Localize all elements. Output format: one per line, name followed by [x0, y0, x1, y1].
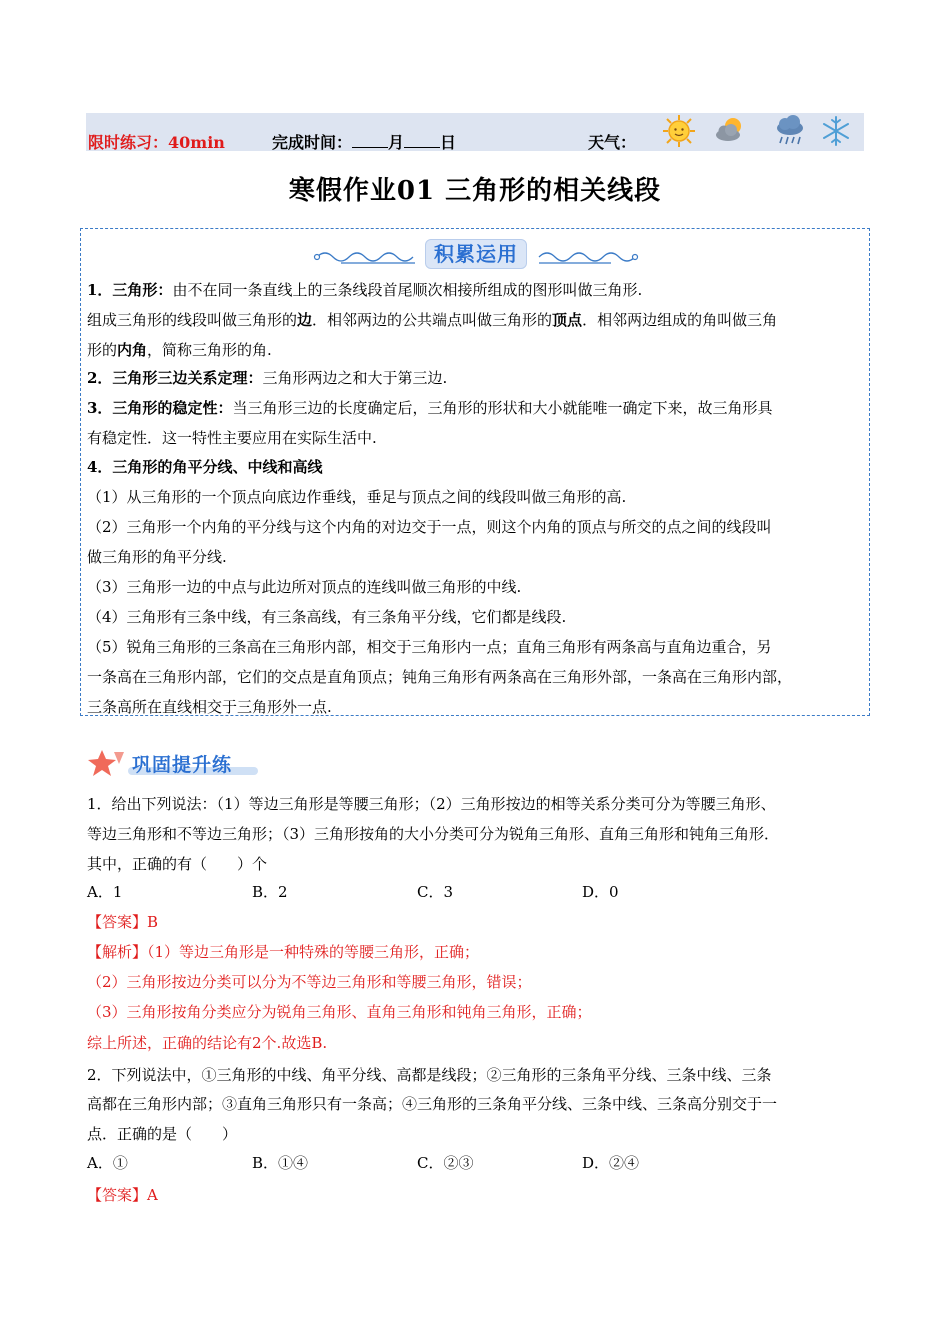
- q2-option-d[interactable]: D．②④: [582, 1154, 640, 1172]
- q1-option-c[interactable]: C．3: [417, 883, 454, 901]
- document-title: 寒假作业01 三角形的相关线段: [288, 176, 662, 206]
- partly-cloudy-icon[interactable]: [712, 113, 748, 149]
- q1-line-2: 等边三角形和不等边三角形；（3）三角形按角的大小分类可分为锐角三角形、直角三角形和钝角三角形．: [87, 825, 780, 843]
- kn-term: 3．三角形的稳定性：: [87, 399, 233, 417]
- knowledge-banner-label: 积累运用: [425, 239, 527, 269]
- q1-option-b[interactable]: B．2: [252, 883, 288, 901]
- section-heading: [88, 748, 288, 778]
- kn-text: 形的: [87, 341, 118, 359]
- q1-analysis-4: 综上所述，正确的结论有2个.故选B.: [87, 1034, 328, 1052]
- weather-label: 天气：: [588, 133, 637, 152]
- completion-label: 完成时间：: [272, 133, 353, 152]
- sun-icon[interactable]: [661, 113, 697, 149]
- kn-line-3: [87, 340, 272, 360]
- kn-line-13: （5）锐角三角形的三条高在三角形内部，相交于三角形内一点；直角三角形有两条高与直角边重合，另: [87, 638, 772, 656]
- month-label: 月: [388, 133, 405, 152]
- time-limit: 限时练习：40min: [88, 133, 225, 152]
- kn-line-7: 4．三角形的角平分线、中线和高线: [87, 458, 323, 476]
- kn-line-2: [87, 310, 777, 330]
- kn-text: ，简称三角形的角.: [147, 341, 272, 359]
- q1-analysis-1: 【解析】（1）等边三角形是一种特殊的等腰三角形，正确；: [87, 943, 480, 961]
- kn-line-4: [87, 368, 447, 388]
- kn-line-1: [87, 280, 642, 300]
- q1-analysis-3: （3）三角形按角分类应分为锐角三角形、直角三角形和钝角三角形，正确；: [87, 1003, 592, 1021]
- day-blank[interactable]: [404, 133, 440, 148]
- kn-line-12: （4）三角形有三条中线，有三条高线，有三条角平分线，它们都是线段.: [87, 608, 567, 626]
- kn-text: 当三角形三边的长度确定后，三角形的形状和大小就能唯一确定下来，故三角形具: [232, 399, 773, 417]
- q2-option-a[interactable]: A．①: [87, 1154, 128, 1172]
- q1-answer: 【答案】B: [87, 913, 159, 931]
- kn-term: 1．三角形：: [87, 281, 173, 299]
- star-icon: [88, 748, 128, 778]
- q1-option-a[interactable]: A．1: [87, 883, 123, 901]
- kn-text: ．相邻两边的公共端点叫做三角形的: [312, 311, 553, 329]
- q2-line-2: 高都在三角形内部；③直角三角形只有一条高；④三角形的三条角平分线、三条中线、三条高分别交于一: [87, 1095, 778, 1113]
- day-label: 日: [440, 133, 457, 152]
- kn-line-6: 有稳定性．这一特性主要应用在实际生活中.: [87, 429, 377, 447]
- month-blank[interactable]: [352, 133, 388, 148]
- q2-line-1: 2．下列说法中，①三角形的中线、角平分线、高都是线段；②三角形的三条角平分线、三条中线、三条: [87, 1066, 772, 1084]
- kn-key-term: 边: [297, 311, 313, 329]
- q2-option-b[interactable]: B．①④: [252, 1154, 309, 1172]
- header-bar: [86, 113, 864, 151]
- kn-term: 2．三角形三边关系定理：: [87, 369, 263, 387]
- q1-line-1: 1．给出下列说法：（1）等边三角形是等腰三角形；（2）三角形按边的相等关系分类可分为等腰三角形、: [87, 795, 776, 813]
- kn-text: ．相邻两边组成的角叫做三角: [582, 311, 778, 329]
- kn-key-term: 顶点: [552, 311, 583, 329]
- kn-text: 三角形两边之和大于第三边.: [262, 369, 448, 387]
- section-title: 巩固提升练: [132, 754, 233, 776]
- kn-line-11: （3）三角形一边的中点与此边所对顶点的连线叫做三角形的中线.: [87, 578, 522, 596]
- q2-option-c[interactable]: C．②③: [417, 1154, 474, 1172]
- kn-line-14: 一条高在三角形内部，它们的交点是直角顶点；钝角三角形有两条高在三角形外部，一条高在三角形内部，: [87, 668, 793, 686]
- q1-analysis-2: （2）三角形按边分类可以分为不等边三角形和等腰三角形，错误；: [87, 973, 532, 991]
- kn-line-8: （1）从三角形的一个顶点向底边作垂线，垂足与顶点之间的线段叫做三角形的高.: [87, 488, 627, 506]
- kn-line-5: [87, 398, 772, 418]
- q1-line-3: 其中，正确的有（ ）个: [87, 855, 268, 873]
- kn-text: 组成三角形的线段叫做三角形的: [87, 311, 298, 329]
- kn-line-9: （2）三角形一个内角的平分线与这个内角的对边交于一点，则这个内角的顶点与所交的点之间的线段叫: [87, 518, 772, 536]
- q1-option-d[interactable]: D．0: [582, 883, 619, 901]
- snowflake-icon[interactable]: [818, 113, 854, 149]
- knowledge-banner: [311, 237, 641, 271]
- kn-text: 由不在同一条直线上的三条线段首尾顺次相接所组成的图形叫做三角形.: [172, 281, 643, 299]
- rain-cloud-icon[interactable]: [772, 113, 808, 149]
- q2-answer: 【答案】A: [87, 1186, 158, 1204]
- q2-line-3: 点．正确的是（ ）: [87, 1125, 238, 1143]
- kn-line-10: 做三角形的角平分线.: [87, 548, 227, 566]
- completion-time: [272, 130, 456, 153]
- kn-line-15: 三条高所在直线相交于三角形外一点.: [87, 698, 332, 716]
- kn-key-term: 内角: [117, 341, 148, 359]
